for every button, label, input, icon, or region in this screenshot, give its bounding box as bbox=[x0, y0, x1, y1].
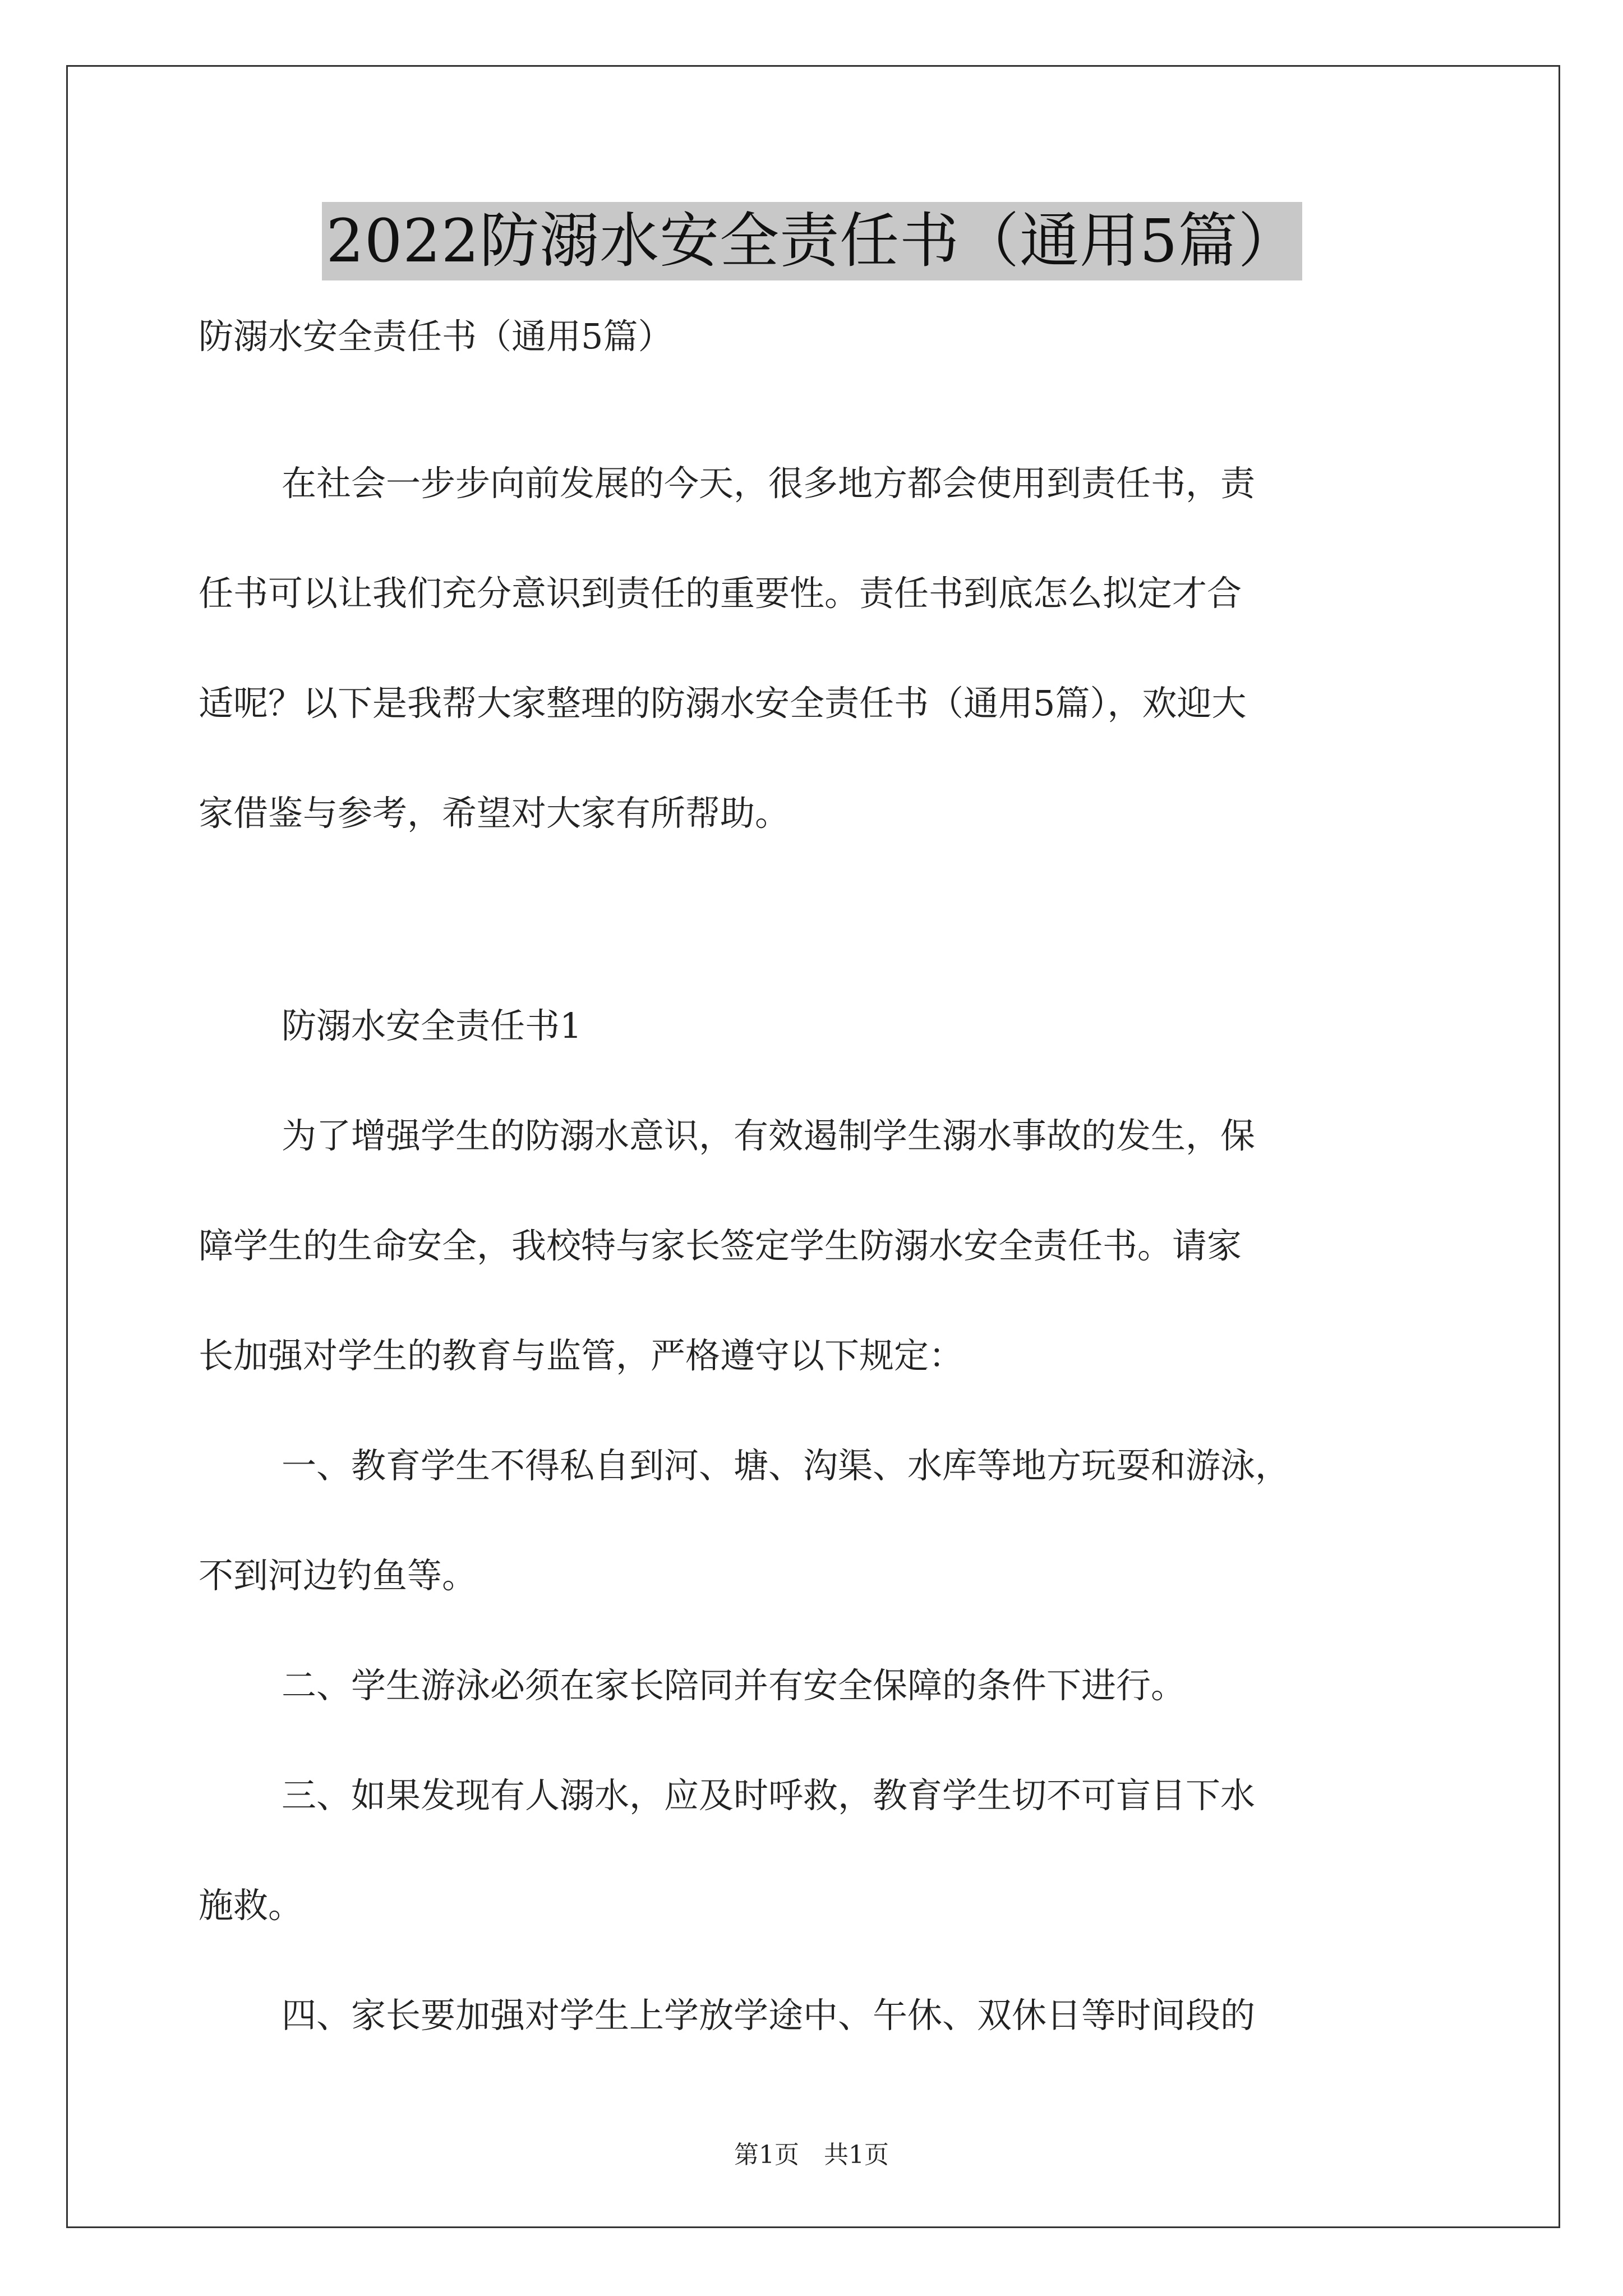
rule-3-line-1: 三、如果发现有人溺水，应及时呼救，教育学生切不可盲目下水 bbox=[282, 1775, 1256, 1816]
body-line-3: 长加强对学生的教育与监管，严格遵守以下规定： bbox=[199, 1335, 964, 1376]
rule-1-line-1: 一、教育学生不得私自到河、塘、沟渠、水库等地方玩耍和游泳， bbox=[282, 1445, 1290, 1486]
intro-line-2: 任书可以让我们充分意识到责任的重要性。责任书到底怎么拟定才合 bbox=[199, 573, 1242, 614]
intro-line-3: 适呢？以下是我帮大家整理的防溺水安全责任书（通用5篇），欢迎大 bbox=[199, 683, 1247, 724]
title-highlight bbox=[322, 202, 1302, 280]
rule-3-line-2: 施救。 bbox=[199, 1885, 303, 1926]
subtitle-line: 防溺水安全责任书（通用5篇） bbox=[199, 316, 673, 357]
rule-2-line-1: 二、学生游泳必须在家长陪同并有安全保障的条件下进行。 bbox=[282, 1665, 1186, 1706]
intro-line-1: 在社会一步步向前发展的今天，很多地方都会使用到责任书，责 bbox=[282, 463, 1256, 504]
document-title: 2022防溺水安全责任书（通用5篇） bbox=[326, 206, 1298, 275]
page-number-footer: 第1页 共1页 bbox=[734, 2141, 889, 2169]
intro-line-4: 家借鉴与参考，希望对大家有所帮助。 bbox=[199, 793, 790, 834]
rule-1-line-2: 不到河边钓鱼等。 bbox=[199, 1555, 477, 1596]
body-line-1: 为了增强学生的防溺水意识，有效遏制学生溺水事故的发生，保 bbox=[282, 1115, 1256, 1156]
section-heading-1: 防溺水安全责任书1 bbox=[282, 1005, 582, 1046]
rule-4-line-1: 四、家长要加强对学生上学放学途中、午休、双休日等时间段的 bbox=[282, 1995, 1256, 2036]
body-line-2: 障学生的生命安全，我校特与家长签定学生防溺水安全责任书。请家 bbox=[199, 1225, 1242, 1266]
